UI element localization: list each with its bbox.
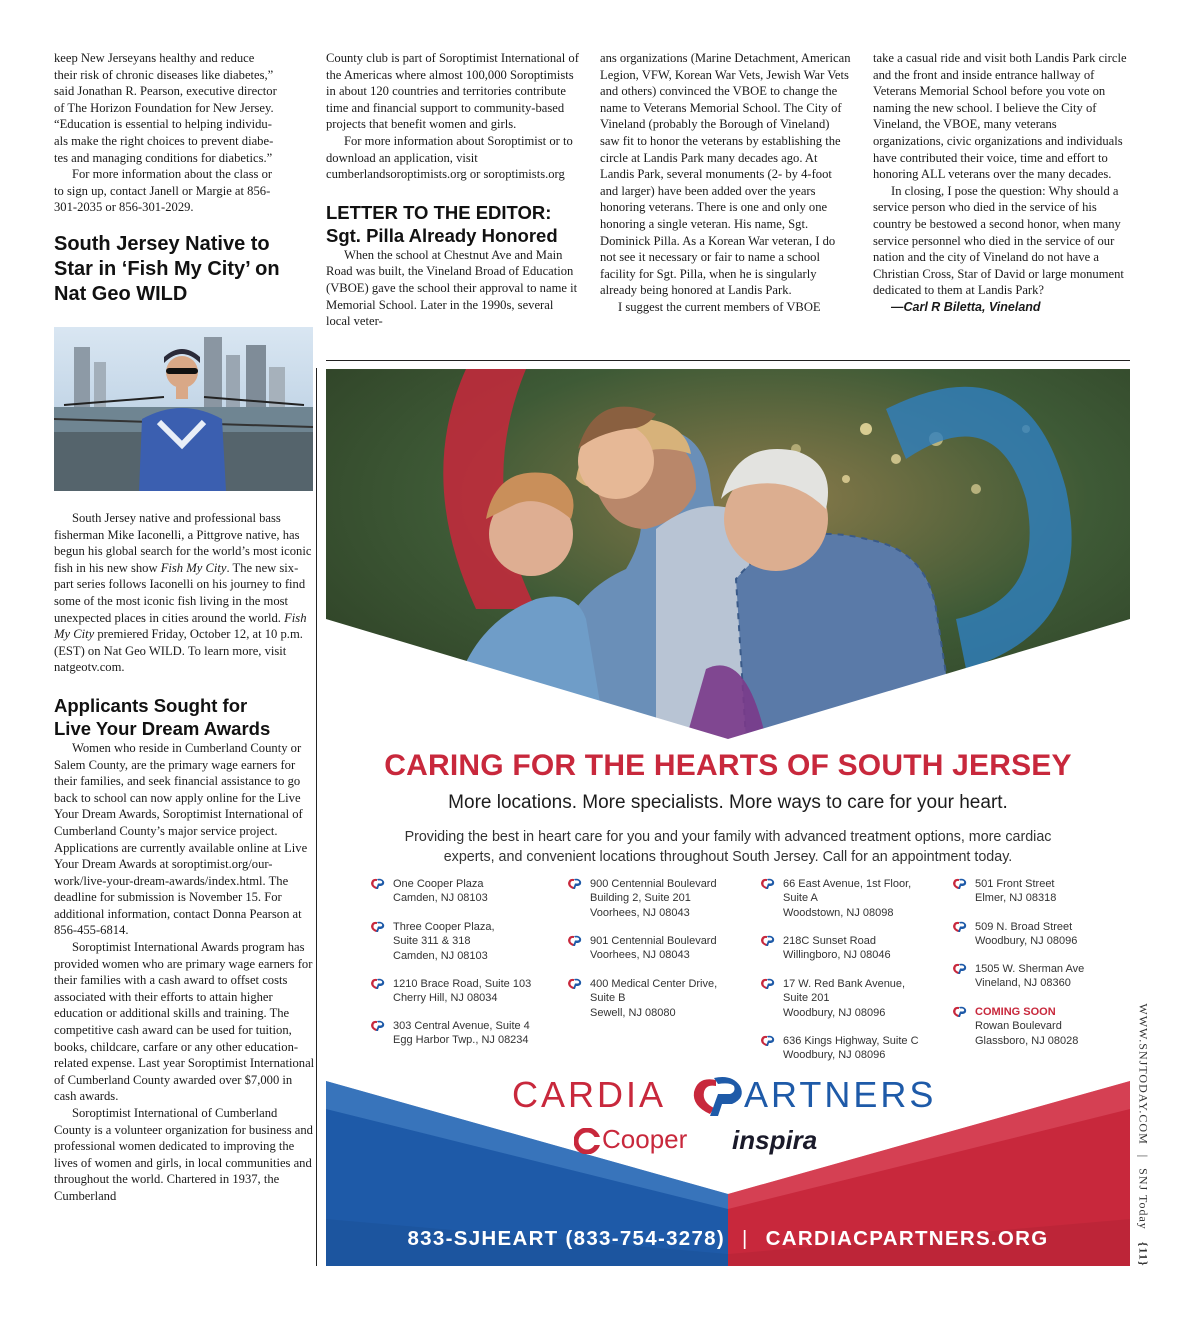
- ad-separator: |: [742, 1227, 749, 1250]
- heart-c-icon: [370, 1020, 386, 1032]
- heart-c-icon: [370, 878, 386, 890]
- letter-headline: LETTER TO THE EDITOR: Sgt. Pilla Already Honored: [326, 201, 558, 246]
- cooper-c-icon: [574, 1128, 600, 1154]
- column-3: [600, 50, 852, 316]
- heart-c-icon: [567, 935, 583, 947]
- ad-url[interactable]: CARDIACPARTNERS.ORG: [765, 1227, 1049, 1250]
- location-item: 400 Medical Center Drive, Suite B Sewell, NJ 08080: [563, 977, 717, 1020]
- column-1: [54, 50, 314, 307]
- heart-c-icon: [567, 878, 583, 890]
- heart-c-logo-icon: [688, 1074, 748, 1118]
- location-item: 1505 W. Sherman Ave Vineland, NJ 08360: [948, 962, 1084, 991]
- heart-c-icon: [760, 978, 776, 990]
- column-divider: [316, 368, 317, 1266]
- coming-soon-label: COMING SOON: [975, 1006, 1056, 1018]
- ad-top-rule: [326, 360, 1130, 361]
- soroptimist-paragraph: County club is part of Soroptimist International of the Americas where almost 100,000 Soroptimists in about 120 countries and territories contribute time and financial support to community-based projects that benefit women and girls.: [326, 51, 579, 132]
- column-2: [326, 50, 579, 330]
- ad-subtitle: More locations. More specialists. More ways to care for your heart.: [448, 792, 1008, 813]
- ad-phone[interactable]: 833-SJHEART (833-754-3278): [407, 1227, 726, 1250]
- ad-description: Providing the best in heart care for you and your family with advanced treatment options, more cardiac experts, and convenient locations throughout South Jersey. Call for an appointment today.: [404, 829, 1052, 865]
- ad-title: CARING FOR THE HEARTS OF SOUTH JERSEY: [384, 749, 1072, 782]
- publication-name: SNJ Today: [1136, 1168, 1151, 1230]
- letter-paragraph-3: I suggest the current members of VBOE: [618, 299, 821, 314]
- heart-c-icon: [370, 978, 386, 990]
- location-item: One Cooper Plaza Camden, NJ 08103: [366, 877, 488, 906]
- column-1-lower: [54, 510, 316, 1205]
- letter-paragraph-2: ans organizations (Marine Detachment, American Legion, VFW, Korean War Vets, Jewish War Vets and others) convinced the VBOE to change the name to Veterans Memorial School. The City of Vineland (probably the Borough of Vineland) saw fit to honor the veterans by establishing the circle at Landis Park many decades ago. At Landis Park, several monuments (2- by 4-foot and larger) have been added over the years honoring veterans. There is one and only one honoring a single veteran. His name, Sgt. Dominick Pilla. As a Korean War veteran, I do not see it necessary or fair to name a school facility for Sgt. Pilla, when he is singularly already being honored at Landis Park.: [600, 51, 851, 298]
- letter-paragraph-4: take a casual ride and visit both Landis Park circle and the front and inside entrance hallway of Veterans Memorial School before you vote on naming the new school. I believe the City of Vineland, the VBOE, many veterans organizations, civic organizations and individuals have contributed their voice, time and effort to honoring ALL veterans over the many decades.: [873, 51, 1127, 182]
- heart-c-icon: [760, 935, 776, 947]
- location-item: 636 Kings Highway, Suite C Woodbury, NJ 08096: [756, 1034, 919, 1063]
- location-item: 509 N. Broad Street Woodbury, NJ 08096: [948, 920, 1077, 949]
- fish-headline: South Jersey Native to Star in ‘Fish My City’ on Nat Geo WILD: [54, 232, 280, 305]
- letter-paragraph-5: In closing, I pose the question: Why should a service person who died in the service of his country be bestowed a second honor, when many service personnel who died in the service of our nation and the city of Vineland do not have a Christian Cross, Star of David or large monument dedicated to them at Landis Park?: [873, 183, 1124, 298]
- heart-c-icon: [952, 878, 968, 890]
- cardiac-partners-logo: CARDIA ARTNERS: [512, 1074, 952, 1114]
- page-footer: WWW.SNJTODAY.COM | SNJ Today {11}: [1136, 1003, 1151, 1267]
- dream-paragraph-2: Soroptimist International Awards program has provided women who are primary wage earners for their families with a cash award to offset costs associated with their efforts to attain higher education or additional skills and training. The competitive cash award can be used for tuition, books, childcare, carfare or any other education-related expense. Last year Soroptimist International of Cumberland County awarded over $7,000 in cash awards.: [54, 940, 315, 1104]
- fisherman-photo: [54, 327, 313, 491]
- heart-c-icon: [952, 921, 968, 933]
- dream-paragraph-3: Soroptimist International of Cumberland County is a volunteer organization for business and professional women dedicated to improving the lives of women and girls, in local communities and throughout the world. Chartered in 1937, the Cumberland: [54, 1106, 313, 1203]
- heart-c-icon: [370, 921, 386, 933]
- location-item: 218C Sunset Road Willingboro, NJ 08046: [756, 934, 891, 963]
- location-item: 17 W. Red Bank Avenue, Suite 201 Woodbury, NJ 08096: [756, 977, 905, 1020]
- fish-paragraph: South Jersey native and professional bass fisherman Mike Iaconelli, a Pittgrove native, has begun his global search for the world’s most iconic fish in his new show Fish My City. The new six-part series follows Iaconelli on his journey to find some of the most iconic fish living in the most unexpected places in cities around the world. Fish My City premiered Friday, October 12, at 10 p.m. (EST) on Nat Geo WILD. To learn more, visit natgeotv.com.: [54, 511, 312, 675]
- location-item: 66 East Avenue, 1st Floor, Suite A Woodstown, NJ 08098: [756, 877, 911, 920]
- class-info: For more information about the class or to sign up, contact Janell or Margie at 856- 301-2035 or 856-301-2029.: [54, 167, 273, 215]
- letter-paragraph-1: When the school at Chestnut Ave and Main Road was built, the Vineland Broad of Education (VBOE) gave the school their approval to name it Memorial School. Later in the 1990s, several local veter-: [326, 247, 578, 329]
- column-4: [873, 50, 1128, 316]
- location-item-coming-soon: COMING SOON Rowan Boulevard Glassboro, NJ 08028: [948, 1005, 1078, 1048]
- dream-paragraph-1: Women who reside in Cumberland County or Salem County, are the primary wage earners for their families, and seek financial assistance to go back to school can now apply online for the Live Your Dream Awards, Soroptimist International of Cumberland County’s major service project. Applications are currently available online at Live Your Dream Awards at soroptimist.org/our-work/live-your-dream-awards/index.html. The deadline for submission is November 15. For additional information, contact Donna Pearson at 856-455-6814.: [54, 740, 308, 938]
- heart-c-icon: [567, 978, 583, 990]
- dream-headline: Applicants Sought for Live Your Dream Awards: [54, 694, 271, 739]
- ad-contact-line: [326, 1227, 1130, 1251]
- heart-c-icon: [760, 878, 776, 890]
- location-item: 900 Centennial Boulevard Building 2, Suite 201 Voorhees, NJ 08043: [563, 877, 717, 920]
- soroptimist-info: For more information about Soroptimist or to download an application, visit cumberlandsoroptimists.org or soroptimists.org: [326, 133, 573, 182]
- location-item: 1210 Brace Road, Suite 103 Cherry Hill, NJ 08034: [366, 977, 531, 1006]
- site-url[interactable]: WWW.SNJTODAY.COM: [1136, 1003, 1151, 1145]
- horizon-quote: keep New Jerseyans healthy and reduce their risk of chronic diseases like diabetes,” said Jonathan R. Pearson, executive director of The Horizon Foundation for New Jersey. “Education is essential to helping individu- als make the right choices to prevent diabe- tes and managing conditions for diabetics.”: [54, 51, 277, 165]
- cardiac-partners-ad: CARING FOR THE HEARTS OF SOUTH JERSEY More locations. More specialists. More ways to care for your heart. Providing the best in heart care for you and your family with advanced treatment options, more cardiac experts, and convenient locations throughout South Jersey. Call for an appointment today. One Cooper Plaza Camden, NJ 08103 Three Cooper Plaza, Suite 311 & 318 Camden, NJ 08103 1210 Brace Road, Suite 103 Cherry Hill, NJ 08034 303 Central Avenue, Suite 4 Egg Harbor Twp., NJ 08234 900 Centennial Boulevard Building 2, Suite 201 Voorhees, NJ 08043 901 Centennial Boulevard Voorhees, NJ 08043 400 Medical Center Drive, Suite B Sewell, NJ 08080 66 East Avenue, 1st Floor, Suite A Woodstown, NJ 08098 218C Sunset Road Willingboro, NJ 08046 17 W. Red Bank Avenue, Suite 201 Woodbury, NJ 08096 636 Kings Highway, Suite C Woodbury, NJ 08096 501 Front Street Elmer, NJ 08318 509 N. Broad Street Woodbury, NJ 08096 1505 W. Sherman Ave Vineland, NJ 08360 COMING SOON Rowan Boulevard Glassboro, NJ 08028 CARDIA ARTNERS Cooper inspira 833-SJHEART (833-754-3278) | CARDIACPARTNERS.ORG: [326, 369, 1130, 1266]
- heart-c-icon: [952, 1006, 968, 1018]
- page-number: {11}: [1136, 1241, 1151, 1267]
- family-photo: [326, 369, 1130, 739]
- inspira-logo: inspira: [732, 1125, 818, 1155]
- location-item: 303 Central Avenue, Suite 4 Egg Harbor Twp., NJ 08234: [366, 1019, 530, 1048]
- location-item: 901 Centennial Boulevard Voorhees, NJ 08043: [563, 934, 717, 963]
- location-item: Three Cooper Plaza, Suite 311 & 318 Camden, NJ 08103: [366, 920, 495, 963]
- location-item: 501 Front Street Elmer, NJ 08318: [948, 877, 1056, 906]
- heart-c-icon: [952, 963, 968, 975]
- letter-signature: —Carl R Biletta, Vineland: [891, 299, 1041, 314]
- heart-c-icon: [760, 1035, 776, 1047]
